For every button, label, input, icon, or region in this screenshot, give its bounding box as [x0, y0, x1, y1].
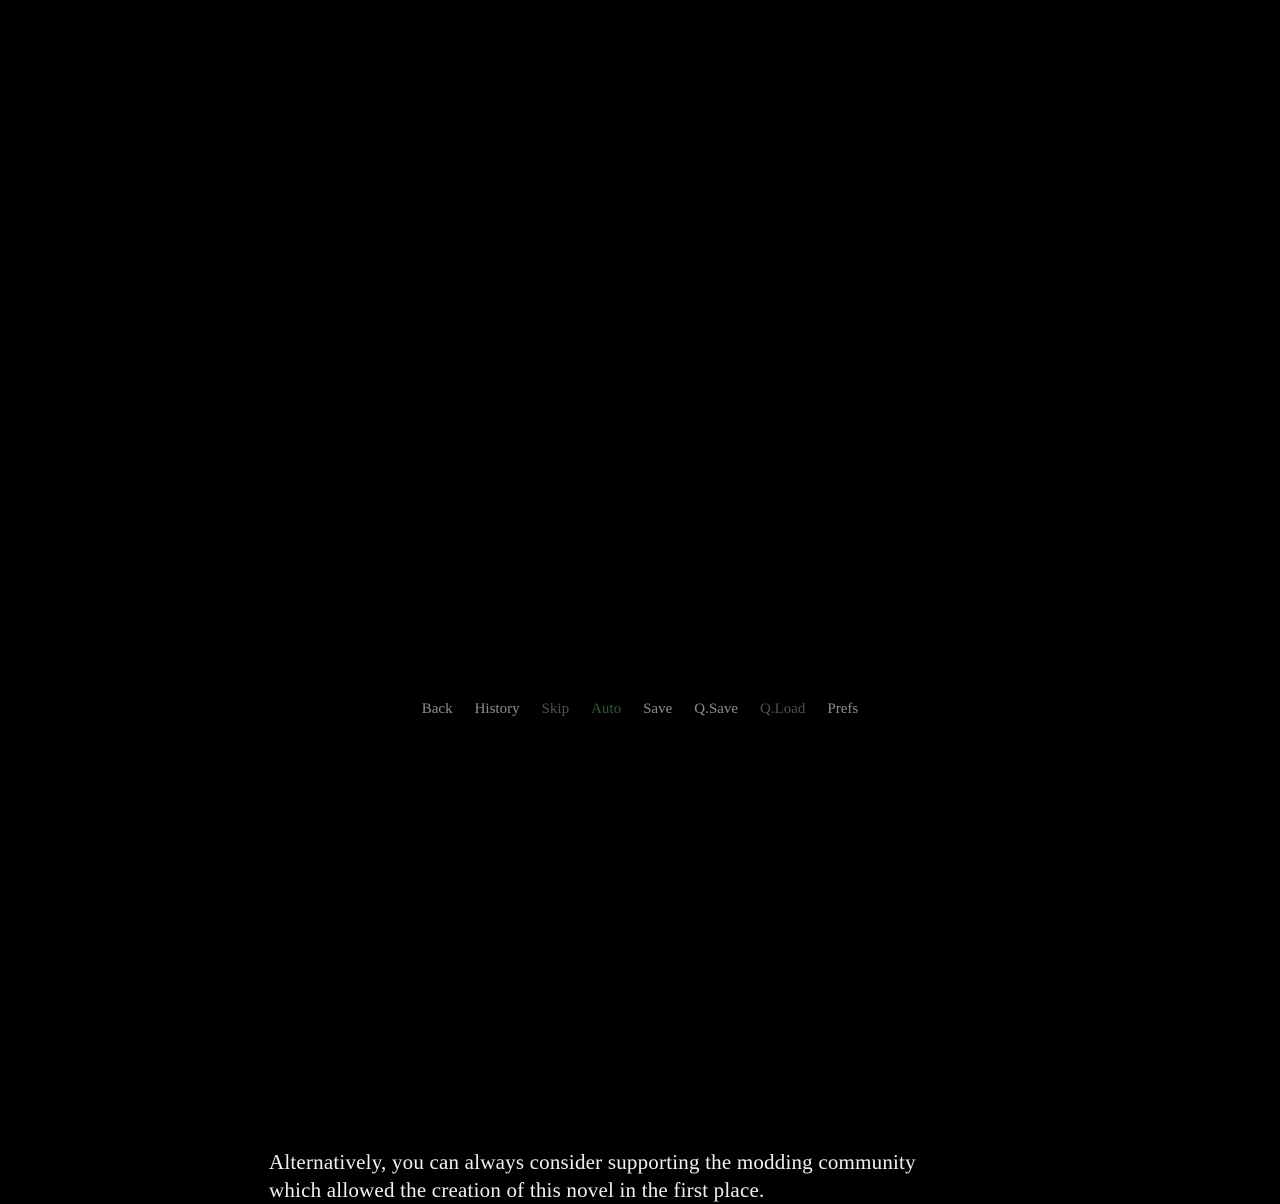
quick-menu-auto[interactable]: Auto	[591, 701, 622, 717]
quick-menu-history[interactable]: History	[474, 701, 520, 717]
dialogue-line: which allowed the creation of this novel in the first place.	[269, 1178, 765, 1202]
dialogue-text	[269, 1148, 1029, 1204]
dialogue-window[interactable]	[0, 560, 1280, 1202]
dialogue-line: Alternatively, you can always consider supporting the modding community	[269, 1150, 916, 1174]
quick-menu-qload: Q.Load	[760, 701, 806, 717]
quick-menu-skip: Skip	[541, 701, 570, 717]
quick-menu-qsave[interactable]: Q.Save	[694, 701, 739, 717]
quick-menu-back[interactable]: Back	[421, 701, 453, 717]
quick-menu	[0, 700, 1280, 719]
quick-menu-save[interactable]: Save	[643, 701, 673, 717]
quick-menu-prefs[interactable]: Prefs	[827, 701, 859, 717]
